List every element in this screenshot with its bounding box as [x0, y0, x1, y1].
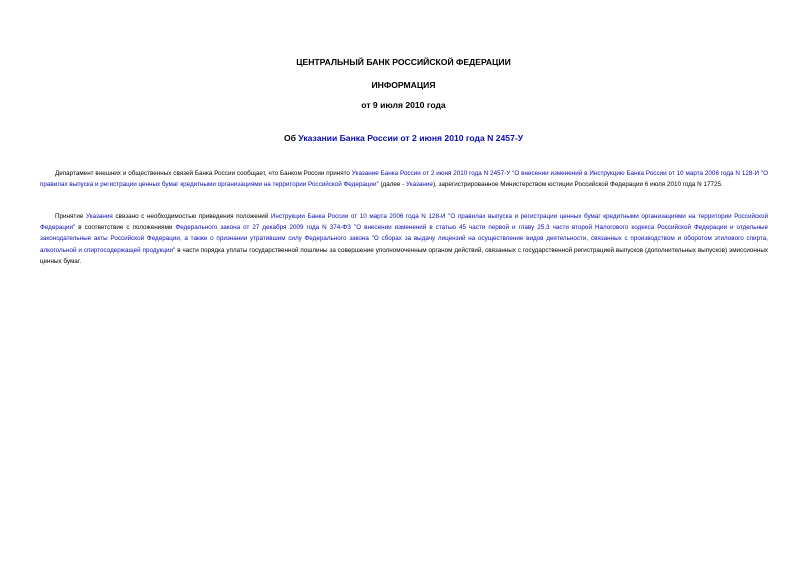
directive-short-link[interactable]: Указание: [406, 181, 433, 189]
subject-link[interactable]: Указании Банка России от 2 июня 2010 года N 2457-У: [298, 133, 524, 143]
paragraph-2: [40, 211, 768, 267]
document-date: от 9 июля 2010 года: [361, 100, 446, 110]
paragraph-2-text-4: в части порядка уплаты государственной пошлины за совершение уполномоченным органом действий, связанных с государственной регистрацией выпусков (дополнительных выпусков) эмиссионных ценных бумаг.: [40, 246, 768, 265]
paragraph-1: [40, 168, 768, 190]
document-subject: [0, 133, 807, 144]
paragraph-1-text-2: (далее -: [378, 181, 406, 189]
directive-link[interactable]: Указание Банка России от 2 июня 2010 года N 2457-У "О внесении изменений в Инструкцию Банка России от 10 марта 2006 года N 128-И "О правилах выпуска и регистрации ценных бумаг кредитными организациями на территории Российской Федерации": [40, 170, 768, 189]
paragraph-2-text-2: связано с необходимостью приведения положений: [112, 213, 271, 220]
instruction-link[interactable]: Инструкции Банка России от 10 марта 2006 года N 128-И "О правилах выпуска и регистрации ценных бумаг кредитными организациями на территории Российской Федерации": [40, 213, 768, 232]
paragraph-2-text-1: Принятие: [55, 213, 86, 220]
paragraph-1-text-3: ), зарегистрированное Министерством юстиции Российской Федерации 6 июля 2010 года N 17725.: [432, 181, 723, 189]
organization-title: ЦЕНТРАЛЬНЫЙ БАНК РОССИЙСКОЙ ФЕДЕРАЦИИ: [296, 57, 511, 67]
paragraph-2-text-3: в соответствие с положениями: [75, 224, 176, 232]
document-type: ИНФОРМАЦИЯ: [371, 80, 436, 90]
subject-prefix: Об: [283, 133, 299, 143]
paragraph-1-text-1: Департамент внешних и общественных связей Банка России сообщает, что Банком России принято: [55, 170, 352, 177]
directive-reference-link[interactable]: Указания: [85, 213, 113, 220]
federal-law-link[interactable]: Федерального закона от 27 декабря 2009 года N 374-ФЗ "О внесении изменений в статью 45 части первой и главу 25.3 части второй Налогового кодекса Российской Федерации и отдельные законодательные акты Российской Федерации, а также о признании утратившим силу Федерального закона "О сборах за выдачу лицензий на осуществление видов деятельности, связанных с производством и оборотом этилового спирта, алкогольной и спиртосодержащей продукции": [40, 224, 768, 254]
